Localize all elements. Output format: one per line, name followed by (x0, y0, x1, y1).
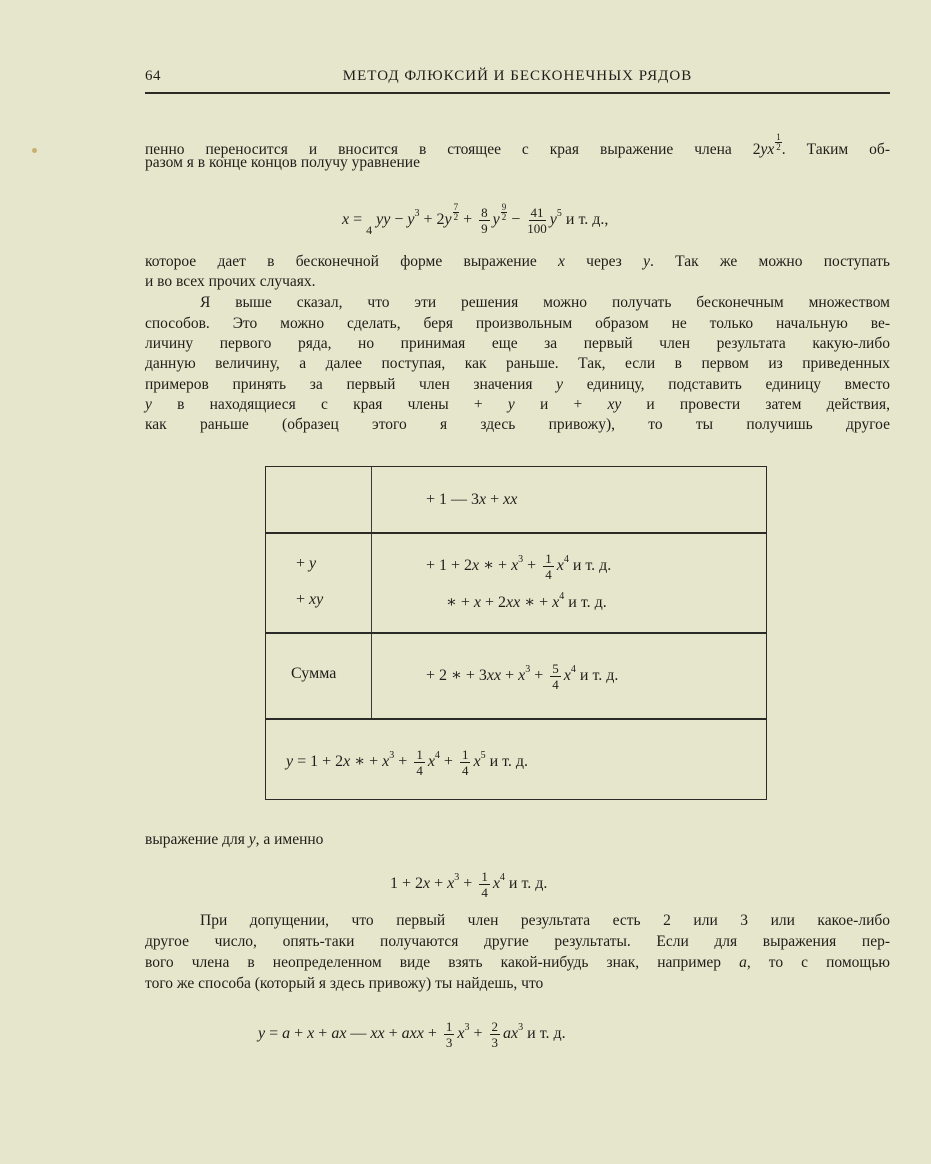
text-run: ∗ + (446, 594, 474, 611)
text-run: + (290, 1025, 308, 1042)
row-divider (266, 632, 766, 634)
text-run: пенно переносится и вносится в стоящее с края выражение члена 2 (145, 141, 761, 158)
exponent: 3 (389, 750, 395, 762)
page-number: 64 (145, 68, 161, 84)
math-variable: ax (503, 1025, 519, 1042)
exponent: 3 (518, 554, 524, 566)
text-run: , а именно (255, 831, 324, 848)
math-variable: yy (376, 211, 391, 228)
text-run: + (314, 1025, 332, 1042)
math-variable: x (492, 875, 500, 892)
math-variable: x (563, 667, 571, 685)
text-run: личину первого ряда, но принимая еще за первый член результата какую-либо (145, 335, 890, 352)
text-run: + (486, 491, 504, 508)
exponent: 3 (454, 872, 460, 883)
text-run: + 2 (419, 211, 445, 228)
paper-speck (32, 148, 37, 153)
text-run: и т. д. (485, 753, 529, 771)
table-cell-label (296, 555, 316, 573)
fraction (414, 747, 425, 778)
math-variable: x (307, 1025, 315, 1042)
math-variable: xx (486, 667, 502, 685)
fraction (479, 869, 490, 900)
text-run: в находящиеся с края члены + (151, 396, 508, 413)
text-line (145, 415, 890, 435)
fraction (490, 1019, 501, 1050)
numerator: 2 (491, 1018, 499, 1034)
text-line (145, 375, 890, 395)
denominator: 4 (552, 677, 559, 692)
text-run: + (430, 875, 448, 892)
text-run: 1 + 2 (390, 875, 424, 892)
text-line (145, 272, 890, 292)
exponent: 3 (525, 664, 531, 676)
table-cell-dividend (426, 491, 517, 509)
math-variable: y (556, 376, 564, 393)
denominator: 9 (481, 220, 488, 236)
math-variable: y (286, 753, 294, 771)
equation-y-series (390, 868, 547, 900)
text-run: + (296, 591, 310, 608)
math-variable: x (342, 211, 350, 228)
text-run: и т. д. (568, 557, 612, 575)
text-line (145, 314, 890, 334)
denominator: 3 (491, 1034, 499, 1050)
text-run: = (265, 1025, 283, 1042)
math-variable: x (558, 253, 565, 270)
math-variable: xy (309, 591, 324, 608)
exponent: 3 (414, 208, 420, 219)
text-run: как раньше (образец этого я здесь привожу), то ты получишь другое (145, 416, 890, 433)
math-variable: x (472, 557, 480, 575)
math-variable: y (444, 211, 452, 228)
math-variable: x (552, 594, 560, 611)
exponent: 4 (563, 554, 569, 566)
exponent: 3 (464, 1022, 470, 1033)
fraction (527, 205, 547, 236)
text-line (145, 334, 890, 354)
text-run: и т. д. (575, 667, 619, 685)
denominator: 4 (481, 884, 488, 900)
denominator: 2 (501, 212, 507, 222)
text-run: выражение для (145, 831, 249, 848)
text-line (145, 953, 890, 973)
denominator: 3 (445, 1034, 453, 1050)
math-variable: x (457, 1025, 465, 1042)
numerator: 9 (501, 202, 507, 212)
math-variable: x (423, 875, 431, 892)
numerator: 1 (776, 132, 781, 142)
text-run: , то с помощью (746, 954, 891, 971)
exponent: 4 (570, 664, 576, 676)
fraction (550, 661, 561, 692)
text-run: данную величину, а далее поступая, как раньше. Так, если в первом из приведенных (145, 355, 890, 372)
table-cell-sum (426, 661, 618, 692)
table-cell-series (446, 591, 607, 612)
math-variable: x (382, 753, 390, 771)
text-run: примеров принять за первый член значения (145, 376, 557, 393)
header-rule (145, 92, 890, 94)
numerator: 1 (445, 1018, 453, 1034)
text-run: через (564, 253, 644, 270)
table-cell-series (426, 551, 611, 582)
math-variable: xy (607, 396, 622, 413)
text-run: ∗ + (520, 594, 553, 611)
text-run: + (423, 1025, 441, 1042)
text-line (145, 354, 890, 374)
text-run: способов. Это можно сделать, беря произвольным образом не только начальную ве- (145, 315, 890, 332)
text-run: − (390, 211, 408, 228)
text-run: + (459, 211, 477, 228)
table-cell-label (296, 591, 323, 609)
denominator: 2 (453, 212, 459, 222)
text-run: + (523, 557, 541, 575)
text-run: = (349, 211, 367, 228)
text-run: При допущении, что первый член результата есть 2 или 3 или какое-либо (200, 912, 890, 929)
text-line (145, 974, 890, 994)
text-run: = 1 + 2 (293, 753, 344, 771)
math-variable: x (479, 491, 487, 508)
text-line (145, 252, 890, 272)
text-run: и т. д., (561, 211, 609, 228)
text-run: + (296, 555, 310, 572)
math-variable: yx (760, 141, 775, 158)
fraction (543, 551, 554, 582)
math-variable: axx (401, 1025, 424, 1042)
math-variable: y (145, 396, 152, 413)
text-run: и т. д. (564, 594, 607, 611)
text-run: + (439, 753, 457, 771)
text-run: другое число, опять-таки получаются другие результаты. Если для выражения пер- (145, 933, 890, 950)
text-run: единицу, подставить единицу вместо (563, 376, 891, 393)
text-run: − (507, 211, 525, 228)
equation-y-general (258, 1018, 566, 1050)
text-run: и провести затем действия, (621, 396, 890, 413)
math-variable: y (407, 211, 415, 228)
math-variable: y (309, 555, 317, 572)
numerator: 7 (453, 202, 459, 212)
text-run: + (394, 753, 412, 771)
math-variable: x (473, 594, 482, 611)
text-run: + 2 ∗ + 3 (426, 667, 487, 685)
text-run: + 2 (481, 594, 507, 611)
text-run: + (459, 875, 477, 892)
text-run: + (501, 667, 519, 685)
text-run: + (384, 1025, 402, 1042)
text-run: разом я в конце концов получу уравнение (145, 154, 420, 171)
numerator: 41 (530, 204, 544, 220)
text-line (145, 395, 890, 415)
text-run: ∗ + (350, 753, 383, 771)
math-variable: x (447, 875, 455, 892)
numerator: 5 (552, 661, 559, 676)
text-run: Сумма (291, 665, 337, 682)
column-divider (371, 467, 372, 719)
text-run: + (530, 667, 548, 685)
numerator: 1 (545, 551, 552, 566)
exponent: 4 (559, 591, 565, 602)
numerator: 8 (481, 204, 488, 220)
fraction (479, 205, 490, 236)
numerator: 1 (461, 747, 469, 762)
math-variable: xx (370, 1025, 385, 1042)
text-run: и т. д. (523, 1025, 566, 1042)
math-variable: y (643, 253, 650, 270)
text-run: . Так же можно поступать (649, 253, 890, 270)
exponent: 5 (480, 750, 486, 762)
text-run: и во всех прочих случаях. (145, 273, 316, 290)
exponent: 4 (434, 750, 440, 762)
text-run: — (346, 1025, 371, 1042)
table-cell-sum-label (291, 665, 336, 683)
row-divider (266, 532, 766, 534)
math-variable: x (427, 753, 435, 771)
exponent: 5 (556, 208, 562, 219)
text-run: и т. д. (504, 875, 548, 892)
text-line (145, 932, 890, 952)
math-variable: y (549, 211, 557, 228)
math-variable: xx (506, 594, 521, 611)
numerator: 1 (416, 747, 423, 762)
denominator: 2 (776, 142, 781, 152)
text-run: + 1 + 2 (426, 557, 473, 575)
math-variable: y (248, 831, 256, 848)
text-run: ∗ + (479, 557, 512, 575)
text-line (145, 293, 890, 313)
math-variable: x (343, 753, 351, 771)
math-variable: a (282, 1025, 291, 1042)
math-variable: y (258, 1025, 266, 1042)
text-line (145, 153, 890, 173)
text-run: . Таким об- (781, 141, 890, 158)
math-variable: x (518, 667, 526, 685)
denominator: 4 (545, 567, 552, 582)
text-run: и + (514, 396, 608, 413)
fraction (444, 1019, 455, 1050)
table-cell-result (286, 747, 528, 778)
math-variable: a (739, 954, 747, 971)
computation-table (265, 466, 767, 800)
exponent: 4 (499, 872, 505, 883)
math-variable: ax (331, 1025, 347, 1042)
text-run: + 1 — 3 (426, 491, 480, 508)
text-run: + (469, 1025, 487, 1042)
exponent: 3 (518, 1022, 524, 1033)
text-run: вого члена в неопределенном виде взять какой-нибудь знак, например (145, 954, 740, 971)
math-variable: x (556, 557, 564, 575)
text-line (145, 830, 890, 850)
text-run: Я выше сказал, что эти решения можно получать бесконечным множеством (200, 294, 890, 311)
row-divider (266, 718, 766, 720)
subscript: 4 (366, 223, 373, 237)
text-run: того же способа (который я здесь привожу) ты найдешь, что (145, 975, 544, 992)
denominator: 100 (527, 220, 547, 236)
text-run: которое дает в бесконечной форме выражение (145, 253, 559, 270)
equation-x-of-y (342, 203, 608, 240)
numerator: 1 (481, 868, 488, 884)
math-variable: y (507, 396, 515, 413)
text-line (145, 911, 890, 931)
fraction (460, 747, 471, 778)
math-variable: y (492, 211, 500, 228)
math-variable: x (511, 557, 519, 575)
denominator: 4 (416, 763, 423, 778)
denominator: 4 (461, 763, 469, 778)
math-variable: xx (503, 491, 518, 508)
math-variable: x (473, 753, 481, 771)
running-title: МЕТОД ФЛЮКСИЙ И БЕСКОНЕЧНЫХ РЯДОВ (342, 68, 693, 84)
